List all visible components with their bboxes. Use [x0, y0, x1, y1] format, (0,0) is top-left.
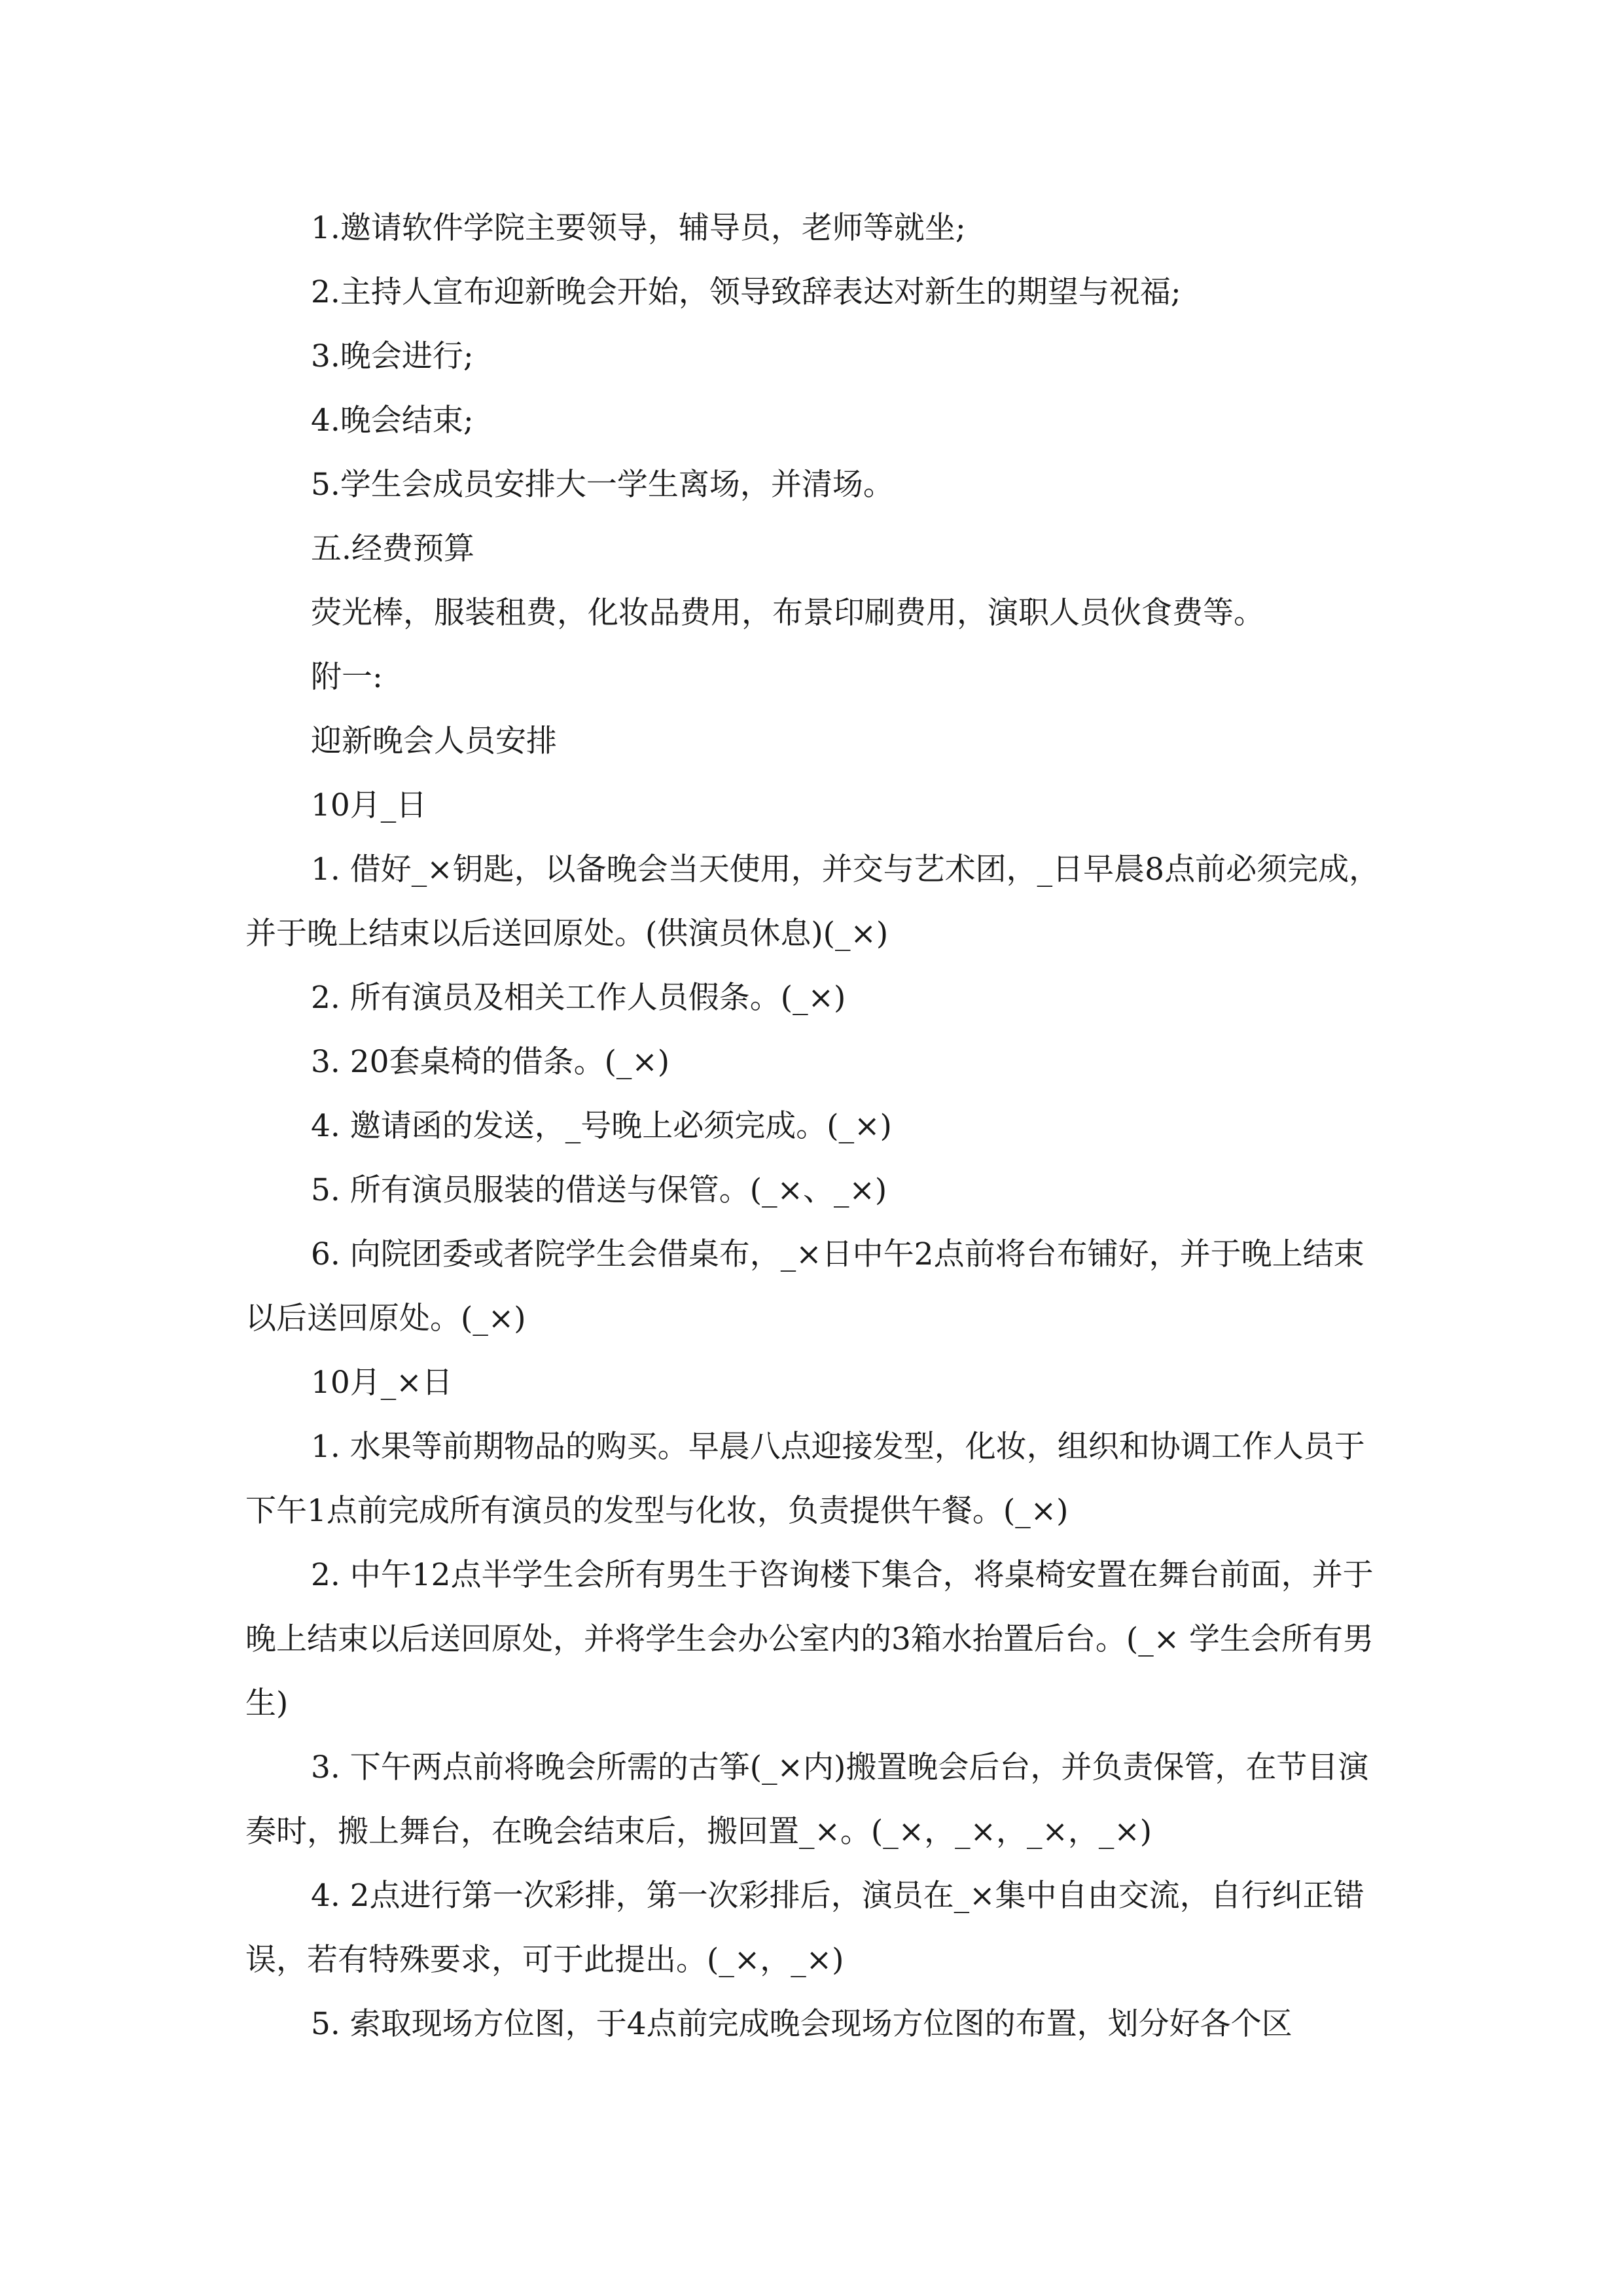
paragraph-step-5: 5.学生会成员安排大一学生离场，并清场。 [311, 467, 894, 503]
task-item: 5. 所有演员服装的借送与保管。(_×、_×) [311, 1172, 887, 1208]
task-item: 4. 邀请函的发送，_号晚上必须完成。(_×) [311, 1108, 892, 1144]
appendix-label: 附一: [311, 659, 383, 695]
date-heading-1: 10月_日 [311, 787, 427, 823]
paragraph-step-4: 4.晚会结束; [311, 403, 474, 439]
task-item: 5. 索取现场方位图，于4点前完成晚会现场方位图的布置，划分好各个区 [311, 2006, 1293, 2042]
appendix-title: 迎新晚会人员安排 [311, 723, 557, 759]
paragraph-budget-items: 荧光棒，服装租费，化妆品费用，布景印刷费用，演职人员伙食费等。 [311, 595, 1264, 631]
task-item: 6. 向院团委或者院学生会借桌布，_×日中午2点前将台布铺好，并于晚上结束以后送回原处。(_×) [245, 1236, 1364, 1336]
document-body [245, 196, 1384, 2056]
paragraph-step-3: 3.晚会进行; [311, 338, 474, 374]
task-item: 3. 下午两点前将晚会所需的古筝(_×内)搬置晚会后台，并负责保管，在节目演奏时，搬上舞台，在晚会结束后，搬回置_×。(_×，_×，_×，_×) [245, 1749, 1369, 1850]
task-item: 4. 2点进行第一次彩排，第一次彩排后，演员在_×集中自由交流，自行纠正错误，若有特殊要求，可于此提出。(_×，_×) [245, 1878, 1364, 1978]
task-item: 2. 中午12点半学生会所有男生于咨询楼下集合，将桌椅安置在舞台前面，并于晚上结束以后送回原处，并将学生会办公室内的3箱水抬置后台。(_× 学生会所有男生) [245, 1557, 1374, 1721]
paragraph-step-2: 2.主持人宣布迎新晚会开始，领导致辞表达对新生的期望与祝福; [311, 274, 1181, 310]
task-item: 1. 水果等前期物品的购买。早晨八点迎接发型，化妆，组织和协调工作人员于下午1点前完成所有演员的发型与化妆，负责提供午餐。(_×) [245, 1429, 1365, 1529]
task-item: 2. 所有演员及相关工作人员假条。(_×) [311, 980, 846, 1016]
task-item: 3. 20套桌椅的借条。(_×) [311, 1044, 670, 1080]
task-item: 1. 借好_×钥匙，以备晚会当天使用，并交与艺术团，_日早晨8点前必须完成，并于晚上结束以后送回原处。(供演员休息)(_×) [245, 852, 1380, 952]
section-heading-budget: 五.经费预算 [311, 531, 474, 567]
paragraph-step-1: 1.邀请软件学院主要领导，辅导员，老师等就坐; [311, 210, 966, 246]
date-heading-2: 10月_×日 [311, 1365, 453, 1401]
